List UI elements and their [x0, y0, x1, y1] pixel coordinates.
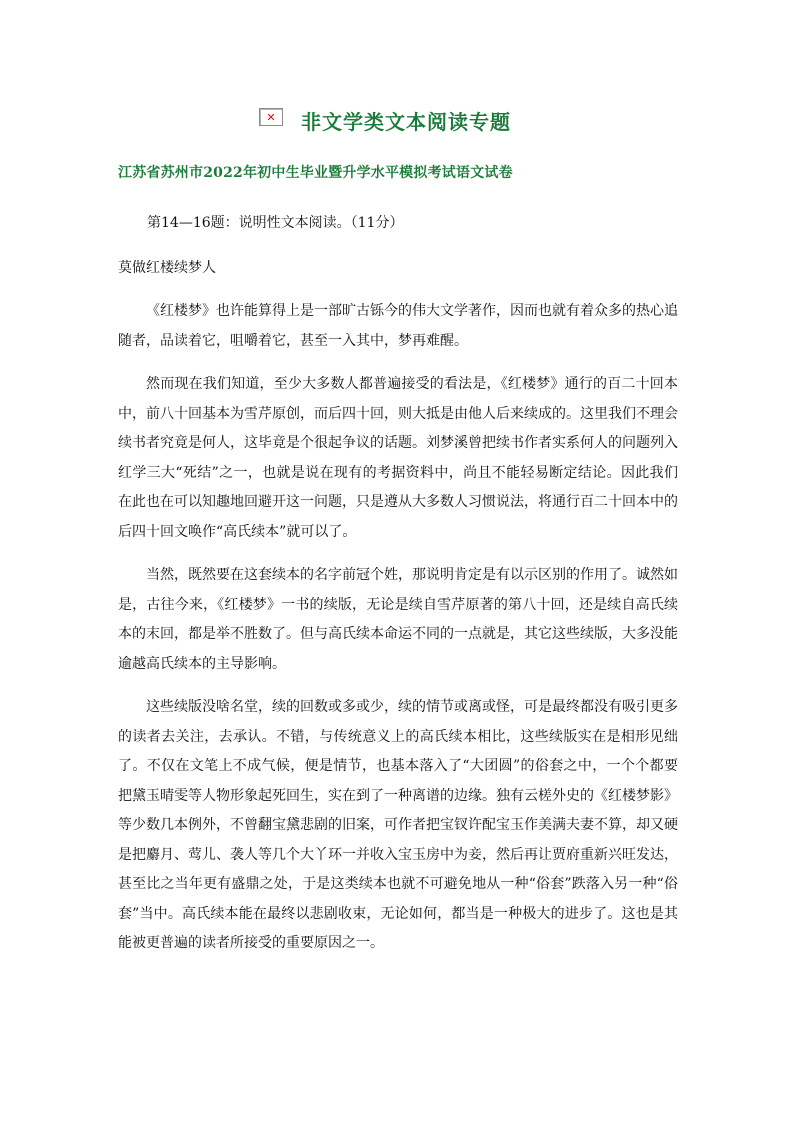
- article-body: [118, 297, 678, 973]
- paragraph: 然而现在我们知道，至少大多数人都普遍接受的看法是，《红楼梦》通行的百二十回本中，前八十回基本为雪芹原创，而后四十回，则大抵是由他人后来续成的。这里我们不理会续书者究竟是何人，这毕竟是个很起争议的话题。刘梦溪曾把续书作者实系何人的问题列入红学三大“死结”之一，也就是说在现有的考据资料中，尚且不能轻易断定结论。因此我们在此也在可以知趣地回避开这一问题，只是遵从大多数人习惯说法，将通行百二十回本中的后四十回文唤作“高氏续本”就可以了。: [118, 376, 678, 540]
- exam-subtitle: 江苏省苏州市2022年初中生毕业暨升学水平模拟考试语文试卷: [118, 165, 513, 181]
- title-row: [259, 100, 511, 140]
- paragraph: 当然，既然要在这套续本的名字前冠个姓，那说明肯定是有以示区别的作用了。诚然如是，古往今来，《红楼梦》一书的续版，无论是续自雪芹原著的第八十回，还是续自高氏续本的末回，都是举不胜数了。但与高氏续本命运不同的一点就是，其它这些续版，大多没能逾越高氏续本的主导影响。: [118, 567, 678, 672]
- paragraph: 《红楼梦》也许能算得上是一部旷古铄今的伟大文学著作，因而也就有着众多的热心追随者，品读着它，咀嚼着它，甚至一入其中，梦再难醒。: [118, 303, 678, 349]
- paragraph: 这些续版没啥名堂，续的回数或多或少，续的情节或离或怪，可是最终都没有吸引更多的读者去关注，去承认。不错，与传统意义上的高氏续本相比，这些续版实在是相形见绌了。不仅在文笔上不成气候，便是情节，也基本落入了“大团圆”的俗套之中，一个个都要把黛玉晴雯等人物形象起死回生，实在到了一种离谱的边缘。独有云槎外史的《红楼梦影》等少数几本例外，不曾翻宝黛悲剧的旧案，可作者把宝钗许配宝玉作美满夫妻不算，却又硬是把麝月、莺儿、袭人等几个大丫环一并收入宝玉房中为妾，然后再让贾府重新兴旺发达，甚至比之当年更有盛鼎之处，于是这类续本也就不可避免地从一种“俗套”跌落入另一种“俗套”当中。高氏续本能在最终以悲剧收束，无论如何，都当是一种极大的进步了。这也是其能被更普遍的读者所接受的重要原因之一。: [118, 699, 678, 951]
- document-title: 非文学类文本阅读专题: [301, 109, 511, 134]
- article-title: 莫做红楼续梦人: [118, 260, 216, 276]
- broken-image-icon: ✕: [259, 108, 283, 126]
- question-heading: 第14—16题：说明性文本阅读。（11分）: [147, 215, 404, 231]
